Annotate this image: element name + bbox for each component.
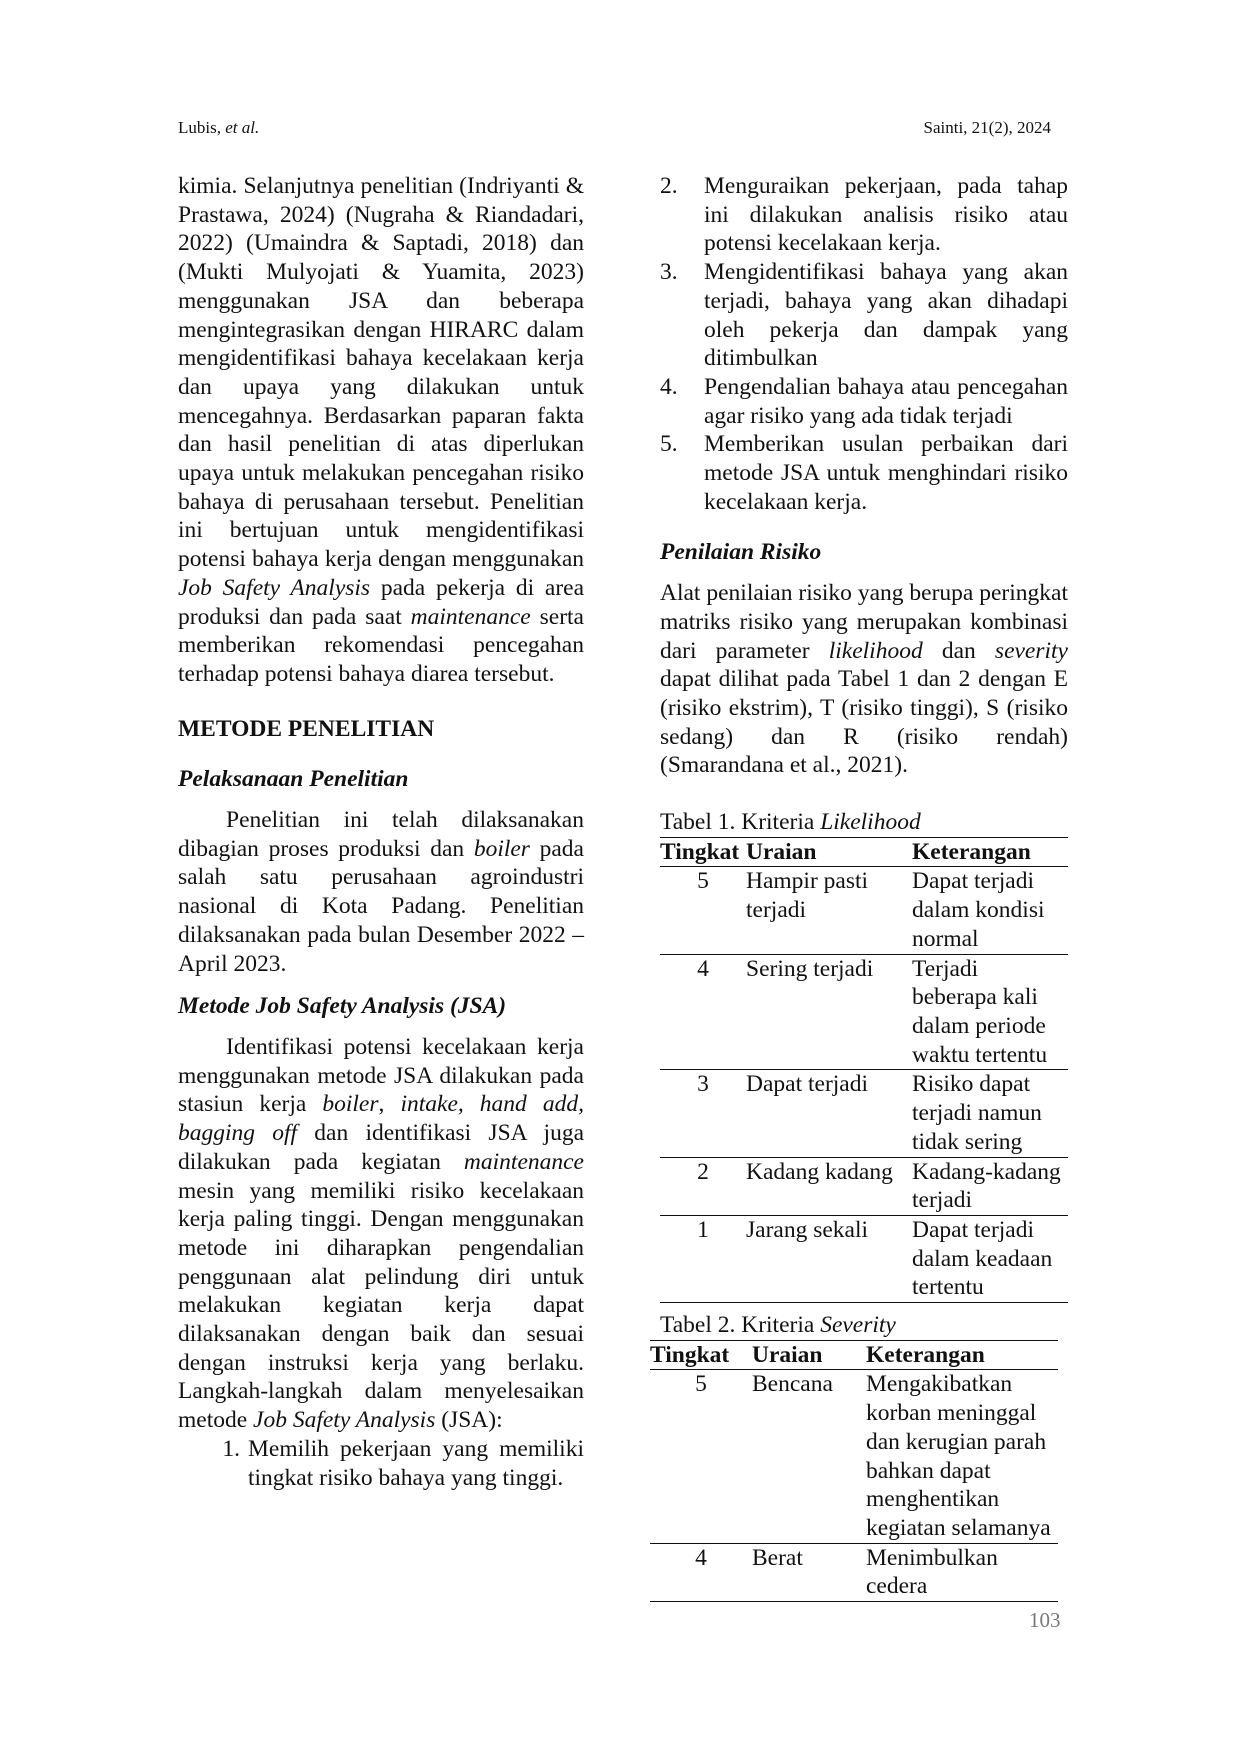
severity-table <box>650 1340 1058 1602</box>
subsection-title-jsa: Metode Job Safety Analysis (JSA) <box>178 993 507 1020</box>
note-cell: Dapat terjadi dalam keadaan tertentu <box>912 1215 1068 1302</box>
jsa-steps-list-right <box>660 172 1068 516</box>
note-cell: Risiko dapat terjadi namun tidak sering <box>912 1070 1068 1157</box>
table-row <box>660 867 1068 954</box>
level-cell: 5 <box>660 867 746 954</box>
desc-cell: Berat <box>752 1543 866 1601</box>
likelihood-table-body <box>660 867 1068 1303</box>
note-cell: Menimbulkan cedera <box>866 1543 1058 1601</box>
intro-paragraph: kimia. Selanjutnya penelitian (Indriyanti & Prastawa, 2024) (Nugraha & Riandadari, 2022) (Umaindra & Saptadi, 2018) dan (Mukti Mulyojati & Yuamita, 2023) menggunakan JSA dan beberapa mengintegrasikan dengan HIRARC dalam mengidentifikasi bahaya kecelakaan kerja dan upaya yang dilakukan untuk mencegahnya. Berdasarkan paparan fakta dan hasil penelitian di atas diperlukan upaya untuk melakukan pencegahan risiko bahaya di perusahaan tersebut. Penelitian ini bertujuan untuk mengidentifikasi potensi bahaya kerja dengan menggunakan Job Safety Analysis pada pekerja di area produksi dan pada saat maintenance serta memberikan rekomendasi pencegahan terhadap potensi bahaya diarea tersebut. <box>178 173 585 687</box>
list-item: 5. Memberikan usulan perbaikan dari metode JSA untuk menghindari risiko kecelakaan kerja. <box>660 431 1068 515</box>
table1-caption: Tabel 1. Kriteria Likelihood <box>660 809 921 836</box>
level-cell: 1 <box>660 1215 746 1302</box>
note-cell: Terjadi beberapa kali dalam periode waktu tertentu <box>912 954 1068 1070</box>
table-header-tingkat: Tingkat <box>660 837 746 867</box>
note-cell: Kadang-kadang terjadi <box>912 1157 1068 1215</box>
jsa-steps-list-left <box>196 1435 584 1492</box>
level-cell: 5 <box>650 1370 752 1543</box>
level-cell: 3 <box>660 1070 746 1157</box>
table-header-tingkat: Tingkat <box>650 1340 752 1370</box>
level-cell: 4 <box>650 1543 752 1601</box>
section-title-metode: METODE PENELITIAN <box>178 715 435 742</box>
table-row <box>660 954 1068 1070</box>
right-column <box>650 172 1068 1602</box>
desc-cell: Jarang sekali <box>746 1215 912 1302</box>
running-header-journal: Sainti, 21(2), 2024 <box>923 118 1051 137</box>
severity-table-body <box>650 1370 1058 1602</box>
table2-caption: Tabel 2. Kriteria Severity <box>660 1312 896 1339</box>
table-header-keterangan: Keterangan <box>866 1340 1058 1370</box>
table-row <box>650 1543 1058 1601</box>
running-header-author: Lubis, et al. <box>178 118 260 137</box>
table-row <box>660 1070 1068 1157</box>
jsa-paragraph: Identifikasi potensi kecelakaan kerja menggunakan metode JSA dilakukan pada stasiun kerja boiler, intake, hand add, bagging off dan identifikasi JSA juga dilakukan pada kegiatan maintenance mesin yang memiliki risiko kecelakaan kerja paling tinggi. Dengan menggunakan metode ini diharapkan pengendalian penggunaan alat pelindung diri untuk melakukan kegiatan kerja dapat dilaksanakan dengan baik dan sesuai dengan instruksi kerja yang berlaku. Langkah-langkah dalam menyelesaikan metode Job Safety Analysis (JSA): <box>178 1033 584 1434</box>
pelaksanaan-paragraph: Penelitian ini telah dilaksanakan dibagian proses produksi dan boiler pada salah satu perusahaan agroindustri nasional di Kota Padang. Penelitian dilaksanakan pada bulan Desember 2022 – April 2023. <box>178 807 584 977</box>
subsection-title-penilaian: Penilaian Risiko <box>660 539 822 566</box>
subsection-title-pelaksanaan: Pelaksanaan Penelitian <box>178 766 409 793</box>
desc-cell: Sering terjadi <box>746 954 912 1070</box>
desc-cell: Hampir pasti terjadi <box>746 867 912 954</box>
table-header-uraian: Uraian <box>746 837 912 867</box>
table-row <box>650 1370 1058 1543</box>
left-column <box>178 172 584 1492</box>
desc-cell: Bencana <box>752 1370 866 1543</box>
penilaian-paragraph: Alat penilaian risiko yang berupa peringkat matriks risiko yang merupakan kombinasi dari parameter likelihood dan severity dapat dilihat pada Tabel 1 dan 2 dengan E (risiko ekstrim), T (risiko tinggi), S (risiko sedang) dan R (risiko rendah) (Smarandana et al., 2021). <box>660 580 1068 779</box>
likelihood-table <box>660 837 1068 1303</box>
list-item: 1. Memilih pekerjaan yang memiliki tingkat risiko bahaya yang tinggi. <box>222 1435 584 1491</box>
table-row <box>660 1215 1068 1302</box>
desc-cell: Kadang kadang <box>746 1157 912 1215</box>
level-cell: 2 <box>660 1157 746 1215</box>
list-item: 4. Pengendalian bahaya atau pencegahan agar risiko yang ada tidak terjadi <box>660 373 1068 429</box>
level-cell: 4 <box>660 954 746 1070</box>
page-number: 103 <box>1029 1608 1061 1632</box>
list-item: 2. Menguraikan pekerjaan, pada tahap ini dilakukan analisis risiko atau potensi kecelakaan kerja. <box>660 173 1068 257</box>
table-header-uraian: Uraian <box>752 1340 866 1370</box>
note-cell: Dapat terjadi dalam kondisi normal <box>912 867 1068 954</box>
table-row <box>660 1157 1068 1215</box>
list-item: 3. Mengidentifikasi bahaya yang akan terjadi, bahaya yang akan dihadapi oleh pekerja dan dampak yang ditimbulkan <box>660 259 1068 372</box>
desc-cell: Dapat terjadi <box>746 1070 912 1157</box>
note-cell: Mengakibatkan korban meninggal dan kerugian parah bahkan dapat menghentikan kegiatan selamanya <box>866 1370 1058 1543</box>
table-header-keterangan: Keterangan <box>912 837 1068 867</box>
